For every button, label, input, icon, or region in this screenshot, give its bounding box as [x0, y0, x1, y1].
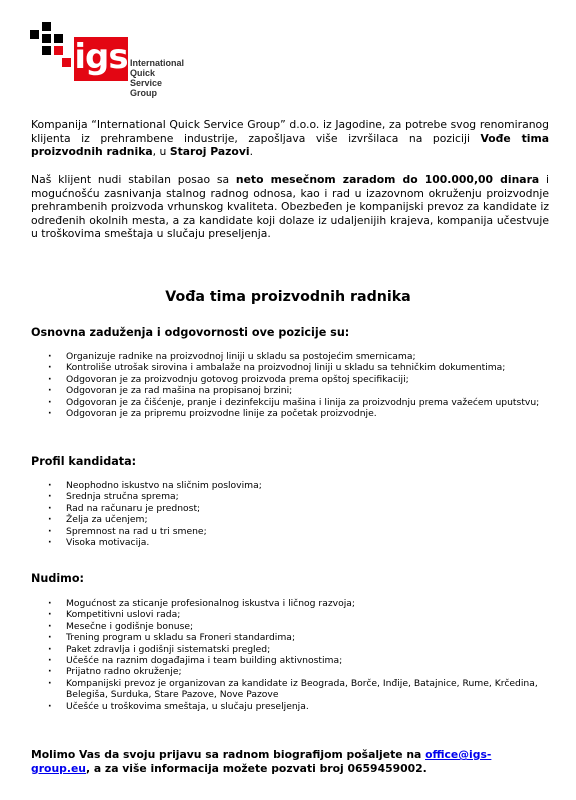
offer-text: i mogućnošću zasnivanja stalnog radnog odnosa, kao i rad u izazovnom okruženju proizvodnje prehrambenih proizvoda vrhunskog kvaliteta. Obezbeđen je kompanijski prevoz za kandidate iz određenih okolnih mesta, a za kandidate koji dolaze iz udaljenijih krajeva, kompanija učestvuje u troškovima smeštaja u slučaju preseljenja.	[31, 173, 549, 241]
logo-line-1: International Quick	[130, 58, 185, 78]
intro-text: Kompanija “International Quick Service Group” d.o.o. iz Jagodine, za potrebe svog renomiranog klijenta iz prehrambene industrije, zapošljava više izvršilaca na poziciji	[31, 118, 549, 145]
logo-wordmark	[130, 58, 190, 98]
profile-list	[48, 480, 548, 548]
list-item: · Prijatno radno okruženje;	[48, 666, 548, 677]
list-item: · Mesečne i godišnje bonuse;	[48, 621, 548, 632]
list-item: · Neophodno iskustvo na sličnim poslovima;	[48, 480, 548, 491]
closing-paragraph	[31, 748, 549, 775]
list-item: · Mogućnost za sticanje profesionalnog iskustva i ličnog razvoja;	[48, 598, 548, 609]
list-item: · Odgovoran je za proizvodnju gotovog proizvoda prema opštoj specifikaciji;	[48, 374, 548, 385]
list-item: · Odgovoran je za čišćenje, pranje i dezinfekciju mašina i linija za proizvodnju prema važećem uputstvu;	[48, 397, 548, 408]
intro-paragraph	[31, 118, 549, 159]
list-item: · Kompetitivni uslovi rada;	[48, 609, 548, 620]
logo-square	[54, 46, 63, 55]
position-name: Vođe tima proizvodnih radnika	[31, 131, 549, 159]
list-item: · Trening program u skladu sa Froneri standardima;	[48, 632, 548, 643]
intro-text: , u	[152, 145, 170, 159]
logo-square	[42, 46, 51, 55]
list-item: · Organizuje radnike na proizvodnoj liniji u skladu sa postojećim smernicama;	[48, 351, 548, 362]
job-title: Vođa tima proizvodnih radnika	[165, 289, 411, 305]
list-item: · Rad na računaru je prednost;	[48, 503, 548, 514]
closing-text: , a za više informacija možete pozvati broj 0659459002.	[86, 761, 427, 775]
logo-line-2: Service Group	[130, 78, 163, 98]
company-logo	[30, 22, 190, 98]
logo-square	[54, 34, 63, 43]
list-item: · Srednja stručna sprema;	[48, 491, 548, 502]
list-item: · Kompanijski prevoz je organizovan za kandidate iz Beograda, Borče, Inđije, Batajnice, Rume, Krčedina, Belegiša, Surduka, Stare Pazove, Nove Pazove	[48, 678, 548, 701]
logo-square	[42, 22, 51, 31]
offer-list	[48, 598, 548, 712]
email-link[interactable]: office@igs-group.eu	[31, 748, 492, 775]
list-item: · Želja za učenjem;	[48, 514, 548, 525]
list-item: · Odgovoran je za rad mašina na propisanoj brzini;	[48, 385, 548, 396]
list-item: · Visoka motivacija.	[48, 537, 548, 548]
logo-mark: igs	[74, 37, 128, 81]
list-item: · Odgovoran je za pripremu proizvodne linije za početak proizvodnje.	[48, 408, 548, 419]
location-name: Staroj Pazovi	[169, 145, 250, 159]
list-item: · Učešće u troškovima smeštaja, u slučaju preseljenja.	[48, 701, 548, 712]
duties-list	[48, 351, 548, 419]
offer-text: Naš klijent nudi stabilan posao sa	[31, 173, 236, 186]
section-heading-offer: Nudimo:	[31, 572, 84, 585]
list-item: · Učešće na raznim događajima i team building aktivnostima;	[48, 655, 548, 666]
list-item: · Paket zdravlja i godišnji sistematski pregled;	[48, 644, 548, 655]
list-item: · Kontroliše utrošak sirovina i ambalaže na proizvodnoj liniji u skladu sa tehničkim dokumentima;	[48, 362, 548, 373]
offer-paragraph	[31, 173, 549, 241]
logo-square	[30, 30, 39, 39]
list-item: · Spremnost na rad u tri smene;	[48, 526, 548, 537]
section-heading-duties: Osnovna zaduženja i odgovornosti ove pozicije su:	[31, 326, 350, 339]
section-heading-profile: Profil kandidata:	[31, 455, 137, 468]
salary-highlight: neto mesečnom zaradom do 100.000,00 dinara	[235, 173, 540, 186]
logo-square	[62, 58, 71, 67]
closing-text: Molimo Vas da svoju prijavu sa radnom biografijom pošaljete na	[31, 748, 426, 761]
logo-square	[42, 34, 51, 43]
intro-text: .	[249, 145, 254, 159]
